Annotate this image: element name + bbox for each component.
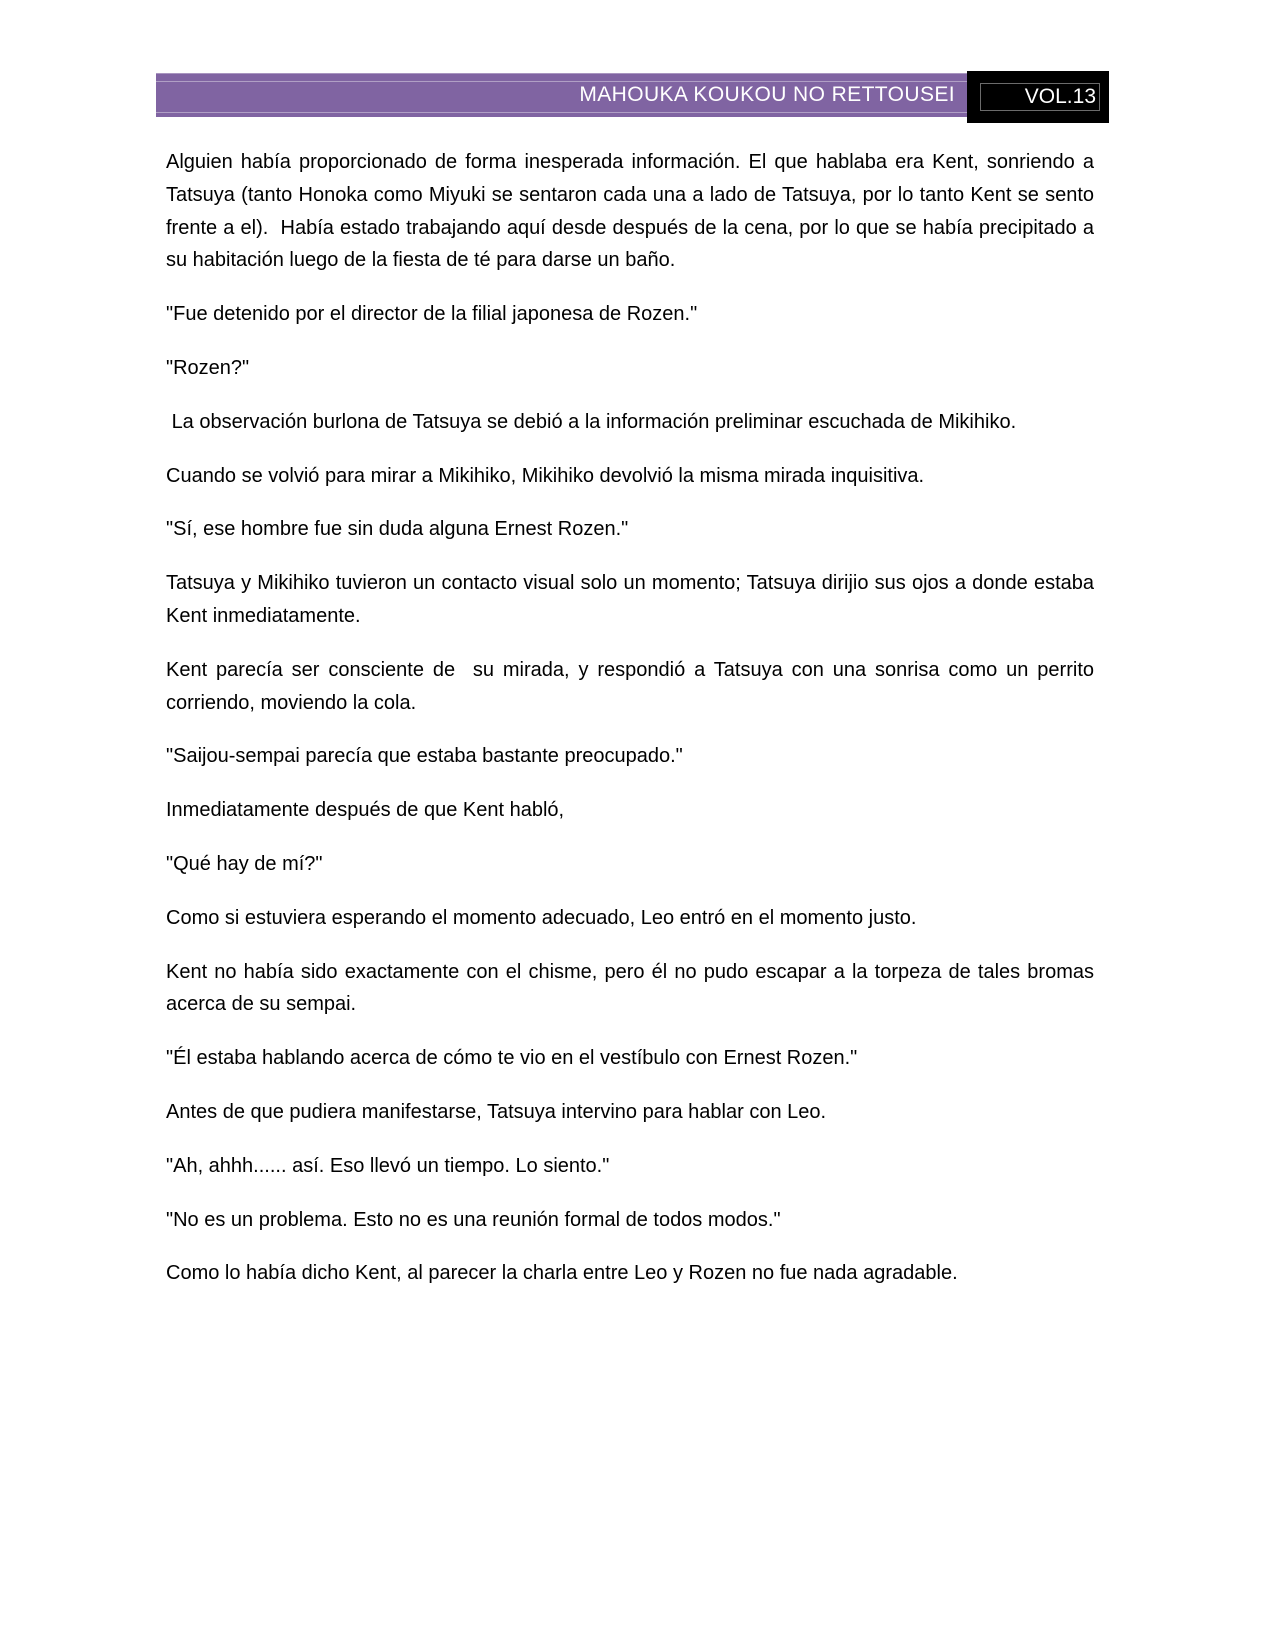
volume-box: [967, 71, 1109, 123]
header-title-bar: [156, 73, 967, 117]
paragraph: Como lo había dicho Kent, al parecer la charla entre Leo y Rozen no fue nada agradable.: [166, 1262, 958, 1285]
page-body: [166, 146, 1106, 1311]
paragraph: "Saijou-sempai parecía que estaba bastante preocupado.": [166, 745, 683, 768]
volume-box-border: [980, 83, 1100, 111]
header-title: MAHOUKA KOUKOU NO RETTOUSEI: [579, 83, 955, 106]
paragraph: Como si estuviera esperando el momento adecuado, Leo entró en el momento justo.: [166, 906, 917, 929]
volume-label: VOL.13: [1024, 85, 1096, 108]
paragraph: "No es un problema. Esto no es una reunión formal de todos modos.": [166, 1208, 781, 1231]
paragraph: Tatsuya y Mikihiko tuvieron un contacto visual solo un momento; Tatsuya dirijio sus ojos a donde estaba Kent inmediatamente.: [166, 572, 1106, 627]
header-bar: [156, 71, 1109, 123]
paragraph: "Rozen?": [166, 356, 250, 379]
paragraph: "Ah, ahhh...... así. Eso llevó un tiempo. Lo siento.": [166, 1154, 610, 1177]
paragraph: "Fue detenido por el director de la filial japonesa de Rozen.": [166, 303, 698, 326]
paragraph: "Sí, ese hombre fue sin duda alguna Ernest Rozen.": [166, 518, 629, 541]
paragraph: Alguien había proporcionado de forma inesperada información. El que hablaba era Kent, sonriendo a Tatsuya (tanto Honoka como Miyuki se sentaron cada una a lado de Tatsuya, por lo tanto Kent se sento frente a el). Había estado trabajando aquí desde después de la cena, por lo que se había precipitado a su habitación luego de la fiesta de té para darse un baño.: [166, 151, 1100, 272]
paragraph: Kent no había sido exactamente con el chisme, pero él no pudo escapar a la torpeza de tales bromas acerca de su sempai.: [166, 960, 1100, 1016]
paragraph: Cuando se volvió para mirar a Mikihiko, Mikihiko devolvió la misma mirada inquisitiva.: [166, 464, 925, 487]
paragraph: La observación burlona de Tatsuya se debió a la información preliminar escuchada de Mikihiko.: [166, 410, 1017, 433]
paragraph: "Él estaba hablando acerca de cómo te vio en el vestíbulo con Ernest Rozen.": [166, 1047, 858, 1070]
paragraph: "Qué hay de mí?": [166, 852, 323, 875]
paragraph: Antes de que pudiera manifestarse, Tatsuya intervino para hablar con Leo.: [166, 1100, 827, 1123]
paragraph: Inmediatamente después de que Kent habló,: [166, 799, 565, 822]
paragraph: Kent parecía ser consciente de su mirada, y respondió a Tatsuya con una sonrisa como un perrito corriendo, moviendo la cola.: [166, 658, 1100, 714]
